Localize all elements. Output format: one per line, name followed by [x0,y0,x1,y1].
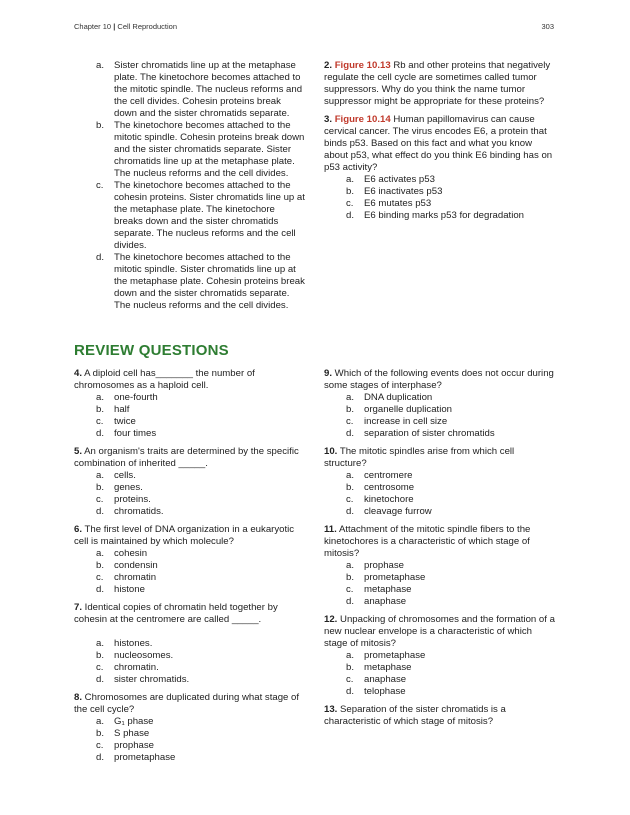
option-letter: c. [96,740,104,751]
option-b [74,120,306,180]
figure-link[interactable]: Figure 10.13 [334,60,391,71]
option-b [74,404,306,416]
option-text: kinetochore [364,494,414,505]
option-b [74,728,306,740]
option-c [74,740,306,752]
option-letter: b. [346,186,355,197]
figure-link[interactable]: Figure 10.14 [334,114,391,125]
option-letter: b. [96,728,105,739]
option-text: histones. [114,638,153,649]
option-text: cleavage furrow [364,506,432,517]
question-number: 10. [324,446,338,457]
question-text: Human papillomavirus can cause cervical cancer. The virus encodes E6, a protein that binds p53. Based on this fact and what you know about p53, what effect do you think E6 binding has on p53 activity? [324,114,553,173]
option-text: metaphase [364,584,412,595]
option-text: centrosome [364,482,415,493]
option-text: S phase [114,728,150,739]
option-d [324,506,556,518]
question-text: Chromosomes are duplicated during what stage of the cell cycle? [74,692,300,715]
option-a [74,548,306,560]
option-letter: b. [96,482,105,493]
option-text: G₁ phase [114,716,154,727]
question-number: 11. [324,524,337,535]
option-text: sister chromatids. [114,674,190,685]
option-b [324,404,556,416]
option-letter: c. [96,180,104,191]
option-d [324,210,556,222]
option-c [324,416,556,428]
top-right-column [324,60,556,228]
option-letter: b. [96,120,105,131]
option-letter: a. [96,470,105,481]
option-text: Sister chromatids line up at the metaphase plate. The kinetochore becomes attached to the mitotic spindle. The nucleus reforms and the cell divides. Cohesin proteins break down and the sister chromatids separate. [114,60,303,119]
option-letter: a. [346,174,355,185]
option-letter: d. [346,506,355,517]
option-text: centromere [364,470,413,481]
option-text: telophase [364,686,406,697]
question-text: Which of the following events does not occur during some stages of interphase? [324,368,554,391]
option-a [324,392,556,404]
option-a [324,470,556,482]
option-a [74,470,306,482]
question-5 [74,446,306,518]
option-text: E6 activates p53 [364,174,435,185]
option-text: condensin [114,560,158,571]
option-letter: d. [346,428,355,439]
option-a [324,560,556,572]
question-12 [324,614,556,698]
option-letter: d. [346,210,355,221]
option-a [74,392,306,404]
question-2 [324,60,556,108]
option-d [324,428,556,440]
option-c [324,494,556,506]
option-c [74,494,306,506]
question-text: Identical copies of chromatin held together by cohesin at the centromere are called _____. [74,602,278,625]
option-text: nucleosomes. [114,650,174,661]
option-text: genes. [114,482,143,493]
question-9 [324,368,556,440]
option-text: four times [114,428,157,439]
option-text: chromatin [114,572,157,583]
question-options [74,392,306,440]
option-a [324,174,556,186]
option-c [74,662,306,674]
option-d [324,596,556,608]
option-text: prometaphase [114,752,176,763]
question-options [324,560,556,608]
question-text: Separation of the sister chromatids is a characteristic of which stage of mitosis? [324,704,506,727]
option-d [74,506,306,518]
option-b [324,572,556,584]
option-text: E6 binding marks p53 for degradation [364,210,524,221]
question-text: An organism's traits are determined by the specific combination of inherited _____. [74,446,299,469]
option-text: The kinetochore becomes attached to the mitotic spindle. Cohesin proteins break down and the sister chromatids separate. Sister chromatids line up at the metaphase plate. The nucleus reforms and the cell divides. [114,120,305,179]
option-c [74,416,306,428]
option-b [74,650,306,662]
option-letter: a. [96,716,105,727]
option-text: anaphase [364,674,407,685]
option-letter: c. [346,494,354,505]
question-number: 2. [324,60,333,71]
option-d [74,428,306,440]
option-d [74,674,306,686]
question-text: The mitotic spindles arise from which cell structure? [324,446,515,469]
question-options [324,650,556,698]
option-text: proteins. [114,494,151,505]
option-text: prometaphase [364,650,426,661]
top-left-column [74,60,306,312]
option-a [74,716,306,728]
option-text: E6 inactivates p53 [364,186,443,197]
option-letter: b. [346,572,355,583]
option-letter: c. [96,662,104,673]
question-options [324,470,556,518]
option-letter: d. [96,428,105,439]
question-number: 6. [74,524,83,535]
option-b [324,482,556,494]
option-letter: d. [346,596,355,607]
option-d [324,686,556,698]
review-right-column [324,368,556,734]
question-text: Attachment of the mitotic spindle fibers to the kinetochores is a characteristic of which stage of mitosis? [324,524,531,559]
question-number: 3. [324,114,333,125]
option-text: one-fourth [114,392,158,403]
option-c [74,180,306,252]
option-text: metaphase [364,662,412,673]
option-letter: b. [346,662,355,673]
question-number: 9. [324,368,333,379]
option-letter: a. [346,392,355,403]
question-text: Unpacking of chromosomes and the formation of a new nuclear envelope is a characteristic of which stage of mitosis? [324,614,555,649]
option-letter: c. [346,198,354,209]
option-text: cells. [114,470,136,481]
question-7 [74,602,306,686]
option-text: cohesin [114,548,148,559]
option-text: half [114,404,130,415]
option-text: anaphase [364,596,407,607]
option-letter: a. [346,650,355,661]
option-text: chromatids. [114,506,164,517]
option-text: organelle duplication [364,404,453,415]
option-c [74,572,306,584]
option-a [74,638,306,650]
question-options [74,548,306,596]
option-text: histone [114,584,145,595]
option-text: E6 mutates p53 [364,198,432,209]
option-letter: b. [346,404,355,415]
option-letter: a. [346,470,355,481]
question-4 [74,368,306,440]
option-letter: c. [96,416,104,427]
chapter-title: Cell Reproduction [117,22,178,31]
option-letter: b. [346,482,355,493]
option-letter: d. [96,506,105,517]
option-letter: c. [96,494,104,505]
question-6 [74,524,306,596]
option-a [74,60,306,120]
question-3-options [324,174,556,222]
option-text: separation of sister chromatids [364,428,495,439]
question-13 [324,704,556,728]
option-text: prophase [364,560,405,571]
question-number: 4. [74,368,83,379]
option-c [324,584,556,596]
option-letter: d. [346,686,355,697]
question-options [324,392,556,440]
question-options [74,470,306,518]
option-b [324,186,556,198]
option-letter: a. [96,392,105,403]
option-d [74,252,306,312]
option-text: increase in cell size [364,416,448,427]
chapter-label [74,22,177,31]
question-number: 5. [74,446,83,457]
option-text: DNA duplication [364,392,433,403]
option-letter: d. [96,752,105,763]
option-letter: d. [96,252,105,263]
option-c [324,198,556,210]
option-letter: c. [346,416,354,427]
question-10 [324,446,556,518]
option-letter: c. [96,572,104,583]
option-text: twice [114,416,136,427]
option-letter: b. [96,650,105,661]
option-letter: d. [96,584,105,595]
option-b [74,560,306,572]
option-letter: a. [346,560,355,571]
option-d [74,752,306,764]
option-letter: c. [346,584,354,595]
question-11 [324,524,556,608]
question-number: 7. [74,602,83,613]
option-letter: b. [96,560,105,571]
option-c [324,674,556,686]
question-3 [324,114,556,222]
option-text: prophase [114,740,155,751]
option-b [324,662,556,674]
question-options [74,716,306,764]
question-number: 12. [324,614,338,625]
page-number: 303 [541,22,554,31]
question-text: The first level of DNA organization in a eukaryotic cell is maintained by which molecule? [74,524,295,547]
option-letter: a. [96,638,105,649]
option-text: prometaphase [364,572,426,583]
question-text: Rb and other proteins that negatively regulate the cell cycle are sometimes called tumor suppressors. Why do you think the name tumor suppressor might be appropriate for these proteins? [324,60,551,107]
answer-gap [74,626,306,638]
option-letter: a. [96,60,105,71]
option-d [74,584,306,596]
option-text: The kinetochore becomes attached to the cohesin proteins. Sister chromatids line up at the metaphase plate. The kinetochore breaks down and the sister chromatids separate. The nucleus reforms and the cell divides. [114,180,305,251]
question-number: 13. [324,704,338,715]
question-1-options [74,60,306,312]
option-text: The kinetochore becomes attached to the mitotic spindle. Sister chromatids line up at the metaphase plate. Cohesin proteins break down and the sister chromatids separate. The nucleus reforms and the cell divides. [114,252,305,311]
question-text: A diploid cell has_______ the number of chromosomes as a haploid cell. [74,368,255,391]
option-letter: d. [96,674,105,685]
option-letter: c. [346,674,354,685]
option-b [74,482,306,494]
option-letter: b. [96,404,105,415]
option-text: chromatin. [114,662,159,673]
option-letter: a. [96,548,105,559]
question-8 [74,692,306,764]
section-title: REVIEW QUESTIONS [74,342,229,359]
chapter-number: Chapter 10 [74,22,112,31]
question-number: 8. [74,692,83,703]
option-a [324,650,556,662]
header-separator: | [113,22,116,31]
review-left-column [74,368,306,770]
question-options [74,638,306,686]
